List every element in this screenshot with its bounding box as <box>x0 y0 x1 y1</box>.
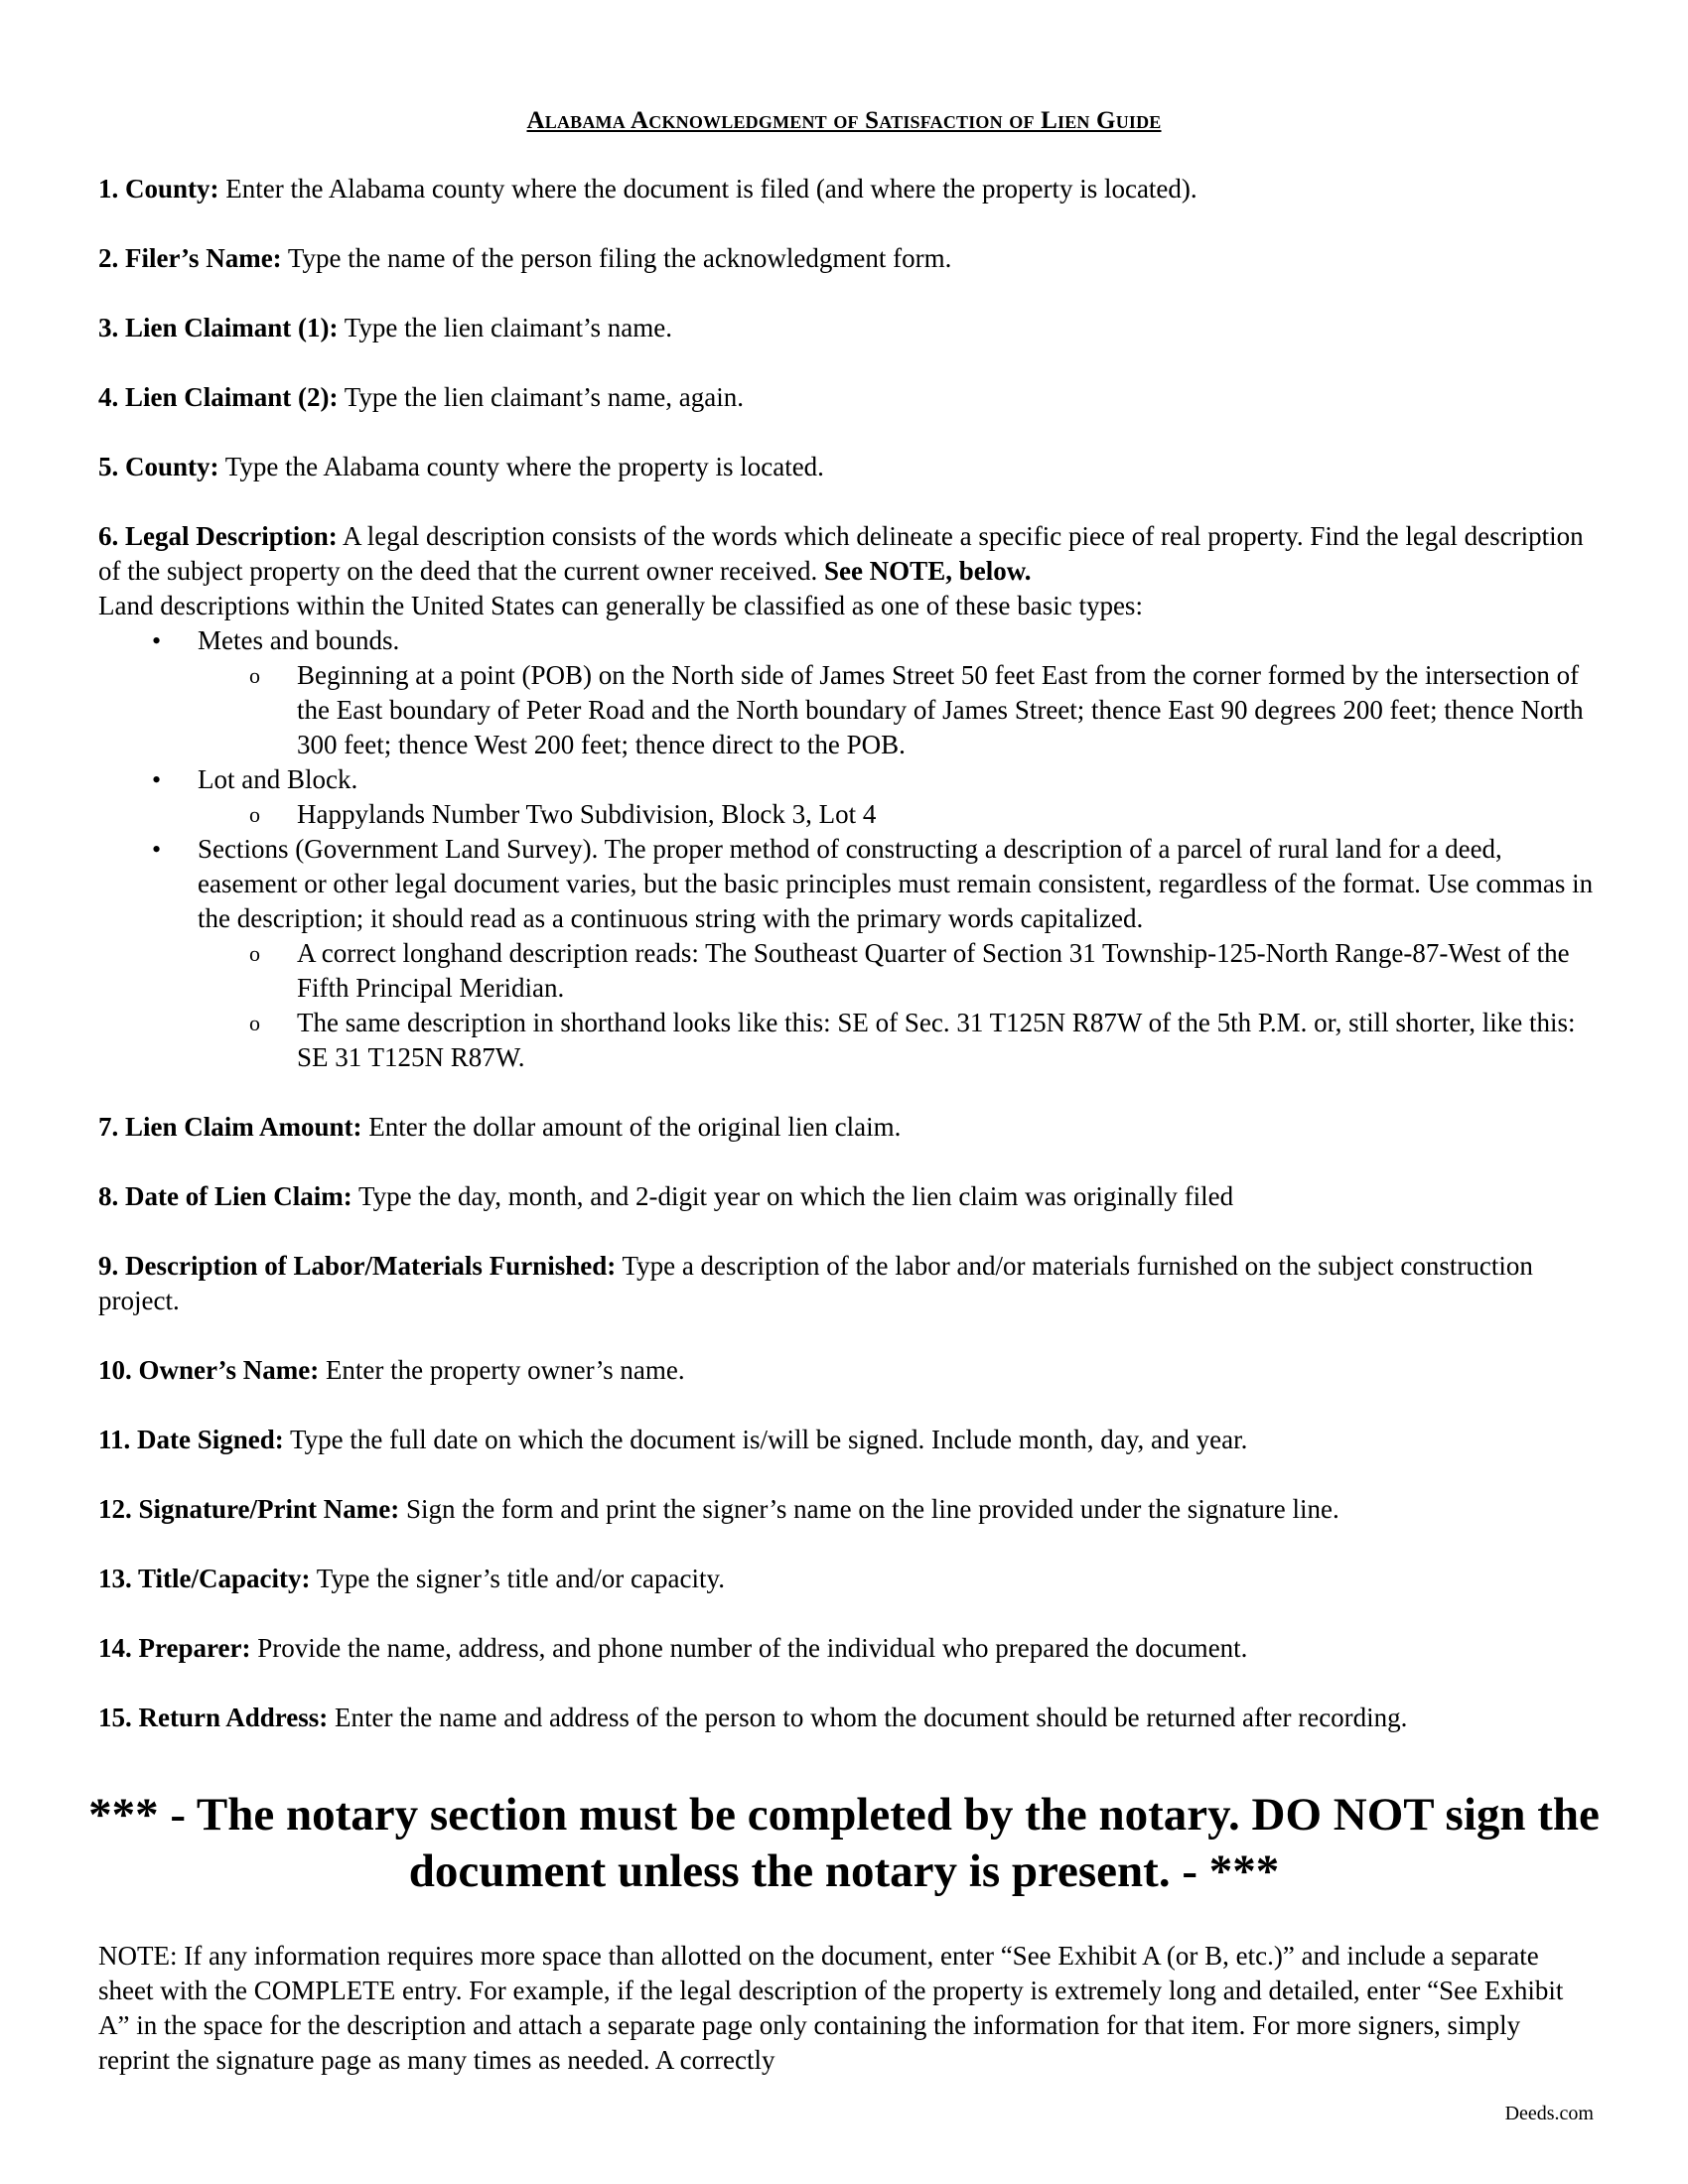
instruction-item <box>98 380 1598 415</box>
example-item: o The same description in shorthand looks like this: SE of Sec. 31 T125N R87W of the 5th P.M. or, still shorter, like this: SE 31 T125N R87W. <box>198 1006 1598 1075</box>
instruction-label: 1. County: <box>98 174 219 204</box>
legal-types-list <box>98 623 1598 1075</box>
instruction-item <box>98 172 1598 206</box>
instruction-text: Type the full date on which the document is/will be signed. Include month, day, and year. <box>283 1425 1248 1454</box>
instruction-label: 13. Title/Capacity: <box>98 1564 311 1593</box>
legal-types-intro: Land descriptions within the United States can generally be classified as one of these basic types: <box>98 591 1143 620</box>
example-item: o Beginning at a point (POB) on the North side of James Street 50 feet East from the corner formed by the intersection of the East boundary of Peter Road and the North boundary of James Street; thence East 90 degrees 200 feet; thence North 300 feet; thence West 200 feet; thence direct to the POB. <box>198 658 1598 762</box>
instruction-item <box>98 311 1598 345</box>
instruction-text: A legal description consists of the words which delineate a specific piece of real property. Find the legal description of the subject property on the deed that the current owner received. <box>98 521 1584 586</box>
instruction-item <box>98 1631 1598 1666</box>
instruction-item <box>98 450 1598 484</box>
instruction-label: 15. Return Address: <box>98 1703 329 1732</box>
instruction-text: Type a description of the labor and/or materials furnished on the subject construction project. <box>98 1251 1533 1315</box>
instruction-label: 5. County: <box>98 452 219 481</box>
instruction-text: Type the lien claimant’s name. <box>338 313 672 342</box>
instruction-text: Type the signer’s title and/or capacity. <box>310 1564 725 1593</box>
instruction-text: Provide the name, address, and phone number of the individual who prepared the document. <box>250 1633 1248 1663</box>
instruction-label: 4. Lien Claimant (2): <box>98 382 339 412</box>
instruction-item <box>98 1353 1598 1388</box>
instruction-text: Sign the form and print the signer’s name on the line provided under the signature line. <box>399 1494 1339 1524</box>
legal-type-item <box>98 623 1598 762</box>
instruction-text: Enter the property owner’s name. <box>319 1355 685 1385</box>
instruction-label: 3. Lien Claimant (1): <box>98 313 339 342</box>
legal-type-item <box>98 832 1598 1075</box>
instruction-item <box>98 1701 1598 1735</box>
example-list <box>198 797 1598 832</box>
instruction-text: Enter the Alabama county where the document is filed (and where the property is located). <box>218 174 1197 204</box>
instruction-text: Type the Alabama county where the property is located. <box>218 452 824 481</box>
instruction-item <box>98 1110 1598 1145</box>
instruction-label: 14. Preparer: <box>98 1633 251 1663</box>
instruction-label: 8. Date of Lien Claim: <box>98 1181 352 1211</box>
instruction-item <box>98 241 1598 276</box>
instruction-text: Type the day, month, and 2-digit year on which the lien claim was originally filed <box>352 1181 1234 1211</box>
example-item: o A correct longhand description reads: The Southeast Quarter of Section 31 Township-125-North Range-87-West of the Fifth Principal Meridian. <box>198 936 1598 1006</box>
instruction-label: 2. Filer’s Name: <box>98 243 282 273</box>
instruction-text: Type the lien claimant’s name, again. <box>338 382 744 412</box>
example-list <box>198 658 1598 762</box>
instruction-label: 6. Legal Description: <box>98 521 338 551</box>
notary-warning: *** - The notary section must be completed by the notary. DO NOT sign the document unless the notary is present. - *** <box>88 1789 1600 1897</box>
page-title: Alabama Acknowledgment of Satisfaction of Lien Guide <box>526 107 1162 134</box>
example-list <box>198 936 1598 1075</box>
footer-brand: Deeds.com <box>1504 2103 1594 2124</box>
instruction-text: Enter the dollar amount of the original lien claim. <box>361 1112 902 1142</box>
instructions <box>98 172 1598 1770</box>
instruction-item <box>98 1249 1598 1318</box>
instruction-label: 11. Date Signed: <box>98 1425 284 1454</box>
instruction-text: Type the name of the person filing the acknowledgment form. <box>281 243 952 273</box>
legal-description-section <box>98 519 1598 1075</box>
example-item: o Happylands Number Two Subdivision, Block 3, Lot 4 <box>198 797 1598 832</box>
instruction-label: 12. Signature/Print Name: <box>98 1494 400 1524</box>
instruction-item <box>98 1423 1598 1457</box>
legal-type-label: Metes and bounds. <box>198 625 400 655</box>
legal-type-item <box>98 762 1598 832</box>
instruction-item <box>98 1179 1598 1214</box>
legal-type-label: Lot and Block. <box>198 764 358 794</box>
note-reference: See NOTE, below. <box>823 556 1032 586</box>
instruction-label: 10. Owner’s Name: <box>98 1355 320 1385</box>
note-paragraph: NOTE: If any information requires more space than allotted on the document, enter “See Exhibit A (or B, etc.)” and include a separate sheet with the COMPLETE entry. For example, if the legal description of the property is extremely long and detailed, enter “See Exhibit A” in the space for the description and attach a separate page only containing the information for that item. For more signers, simply reprint the signature page as many times as needed. A correctly <box>98 1941 1564 2075</box>
instruction-item <box>98 519 1598 589</box>
instruction-label: 7. Lien Claim Amount: <box>98 1112 362 1142</box>
legal-type-label: Sections (Government Land Survey). The proper method of constructing a description of a parcel of rural land for a deed, easement or other legal document varies, but the basic principles must remain consistent, regardless of the format. Use commas in the description; it should read as a continuous string with the primary words capitalized. <box>198 834 1594 933</box>
instruction-item <box>98 1562 1598 1596</box>
instruction-text: Enter the name and address of the person to whom the document should be returned after recording. <box>328 1703 1408 1732</box>
instruction-item <box>98 1492 1598 1527</box>
instruction-label: 9. Description of Labor/Materials Furnished: <box>98 1251 617 1281</box>
